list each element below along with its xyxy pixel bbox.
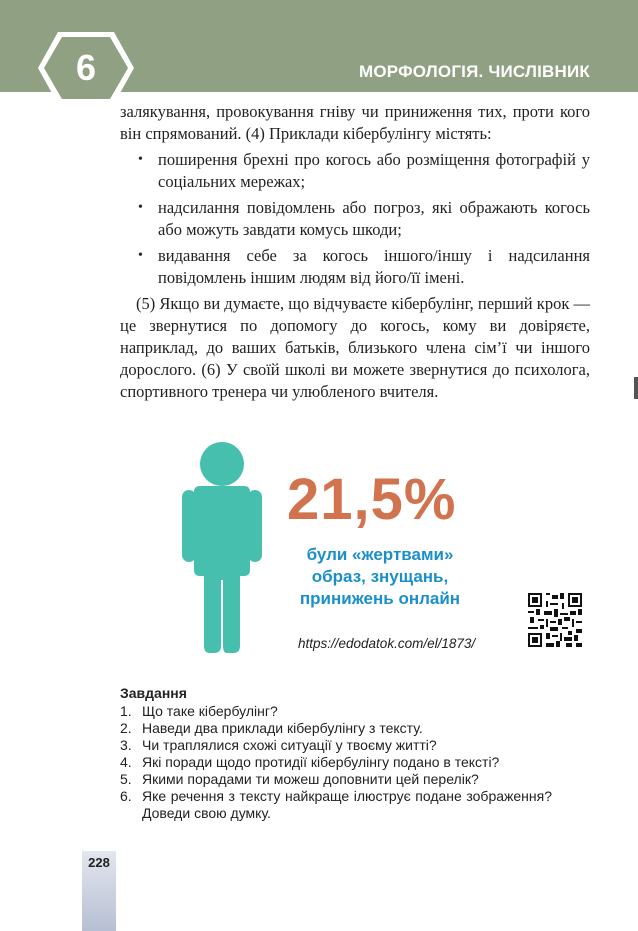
page-number: 228 (88, 855, 110, 870)
task-number: 5. (120, 771, 132, 787)
task-number: 4. (120, 754, 132, 770)
tasks-list (120, 703, 552, 822)
list-item: • надсилання повідомлень або погроз, які ображають когось або можуть завдати комусь шкоди; (120, 197, 590, 241)
task-item (120, 788, 552, 822)
task-text: Якими порадами ти можеш доповнити цей перелік? (142, 771, 479, 787)
task-text: Чи траплялися схожі ситуації у твоєму житті? (142, 737, 437, 753)
tasks-title: Завдання (120, 685, 187, 701)
list-item: • видавання себе за когось іншого/іншу і надсилання повідомлень іншим людям від його/її імені. (120, 245, 590, 289)
qr-code-icon[interactable] (528, 593, 582, 647)
task-text: Що таке кібербулінг? (142, 703, 278, 719)
task-item (120, 754, 552, 771)
section-title: МОРФОЛОГІЯ. ЧИСЛІВНИК (358, 62, 590, 81)
task-number: 3. (120, 737, 132, 753)
caption-line: були «жертвами» (306, 545, 454, 564)
task-text: Наведи два приклади кібербулінгу з тексту. (142, 720, 423, 736)
chapter-number: 6 (75, 47, 97, 88)
advice-paragraph: (5) Якщо ви думаєте, що відчуваєте кібербулінг, перший крок — це звернутися по допомогу до когось, кому ви довіряєте, наприклад, до ваших батьків, близького члена сім’ї чи іншого дорослого. (6) У своїй школі ви можете звернутися до психолога, спортивного тренера чи улюбленого вчителя. (120, 294, 590, 401)
caption-line: принижень онлайн (299, 589, 461, 608)
task-item (120, 703, 552, 720)
examples-list (120, 149, 590, 289)
statistic-caption (280, 544, 480, 610)
body-text (120, 101, 590, 403)
statistic-percent: 21,5% (287, 467, 457, 532)
resource-link[interactable]: https://edodatok.com/el/1873/ (298, 636, 476, 651)
task-item (120, 737, 552, 754)
task-number: 1. (120, 703, 132, 719)
intro-paragraph: залякування, провокування гніву чи приниження тих, проти кого він спрямований. (4) Приклади кібербулінгу містять: (120, 102, 590, 143)
task-number: 2. (120, 720, 132, 736)
task-text: Яке речення з тексту найкраще ілюструє подане зображення? Доведи свою думку. (142, 788, 552, 821)
page-edge-marker (634, 377, 638, 399)
task-number: 6. (120, 788, 132, 804)
caption-line: образ, знущань, (311, 567, 449, 586)
tasks-section (120, 685, 552, 822)
task-text: Які поради щодо протидії кібербулінгу подано в тексті? (142, 754, 500, 770)
task-item (120, 720, 552, 737)
list-item: • поширення брехні про когось або розміщення фотографій у соціальних мережах; (120, 149, 590, 193)
task-item (120, 771, 552, 788)
